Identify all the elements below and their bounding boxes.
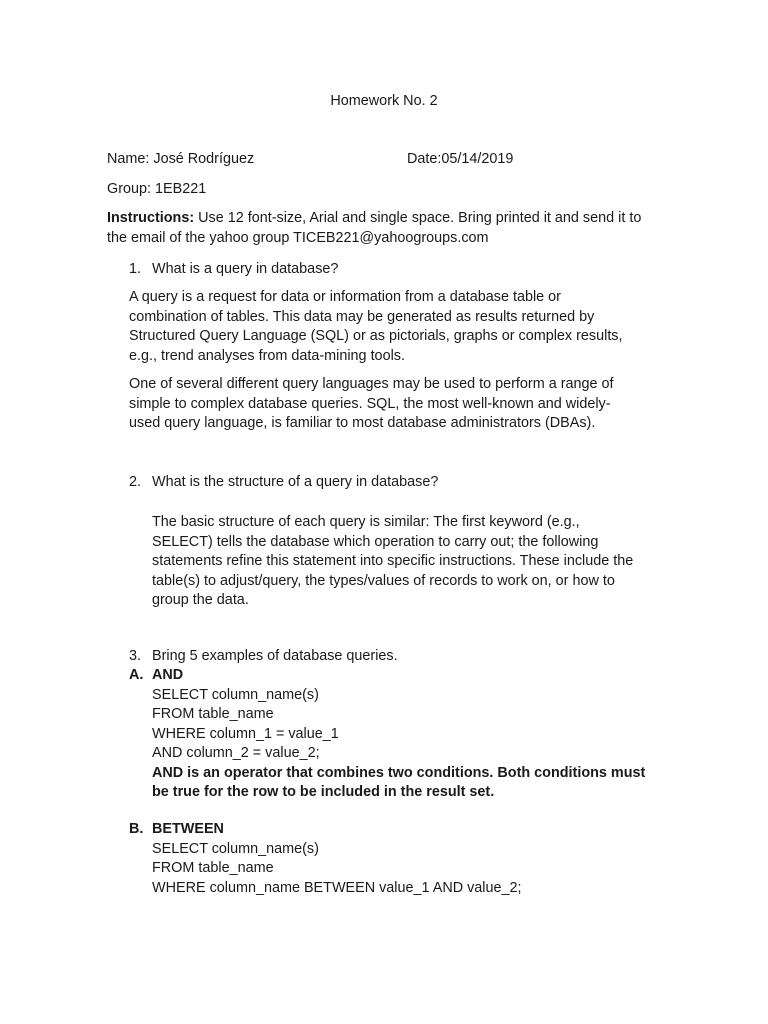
homework-date: Date:05/14/2019 [407, 151, 514, 167]
question-3-number: 3. [129, 648, 142, 664]
example-a [152, 666, 645, 803]
instructions-label: Instructions: [107, 210, 195, 226]
code-line: FROM table_name [152, 706, 274, 722]
code-line: AND column_2 = value_2; [152, 745, 320, 761]
answer-line: A query is a request for data or information from a database table or [129, 289, 561, 305]
code-line: SELECT column_name(s) [152, 686, 319, 703]
example-b [152, 820, 522, 898]
instructions-text-line: Use 12 font-size, Arial and single space. Bring printed it and send it to [194, 210, 642, 226]
answer-line: SELECT) tells the database which operation to carry out; the following [152, 533, 599, 550]
question-2-answer [152, 513, 633, 611]
code-line: WHERE column_name BETWEEN value_1 AND value_2; [152, 879, 522, 896]
code-line: FROM table_name [152, 860, 274, 876]
instructions-text-line: the email of the yahoo group TICEB221@yahoogroups.com [107, 229, 489, 246]
answer-line: statements refine this statement into specific instructions. These include the [152, 553, 634, 569]
example-b-heading: BETWEEN [152, 821, 224, 837]
answer-line: group the data. [152, 592, 249, 608]
example-a-letter: A. [129, 667, 144, 683]
student-name: Name: José Rodríguez [107, 151, 255, 167]
answer-line: The basic structure of each query is similar: The first keyword (e.g., [152, 514, 580, 530]
question-1-text: What is a query in database? [152, 261, 339, 277]
answer-line: e.g., trend analyses from data-mining tools. [129, 347, 405, 364]
answer-line: combination of tables. This data may be generated as results returned by [129, 308, 595, 325]
question-2-number: 2. [129, 474, 142, 490]
answer-line: used query language, is familiar to most database administrators (DBAs). [129, 415, 596, 431]
answer-line: Structured Query Language (SQL) or as pictorials, graphs or complex results, [129, 328, 623, 344]
answer-line: table(s) to adjust/query, the types/values of records to work on, or how to [152, 572, 615, 589]
page-title: Homework No. 2 [330, 93, 438, 109]
answer-line: One of several different query languages may be used to perform a range of [129, 376, 614, 392]
example-a-note-line: AND is an operator that combines two conditions. Both conditions must [152, 764, 646, 781]
example-a-heading: AND [152, 667, 184, 683]
instructions-block [107, 209, 641, 248]
question-1-answer-paragraph-2 [129, 375, 614, 434]
student-group: Group: 1EB221 [107, 181, 207, 197]
example-b-letter: B. [129, 821, 144, 837]
question-3-text: Bring 5 examples of database queries. [152, 648, 398, 664]
code-line: SELECT column_name(s) [152, 840, 319, 857]
example-a-note-line: be true for the row to be included in the result set. [152, 784, 495, 800]
code-line: WHERE column_1 = value_1 [152, 725, 339, 742]
question-1-answer-paragraph-1 [129, 288, 623, 366]
question-2-text: What is the structure of a query in database? [152, 474, 439, 490]
answer-line: simple to complex database queries. SQL, the most well-known and widely- [129, 395, 611, 412]
question-1-number: 1. [129, 261, 142, 277]
